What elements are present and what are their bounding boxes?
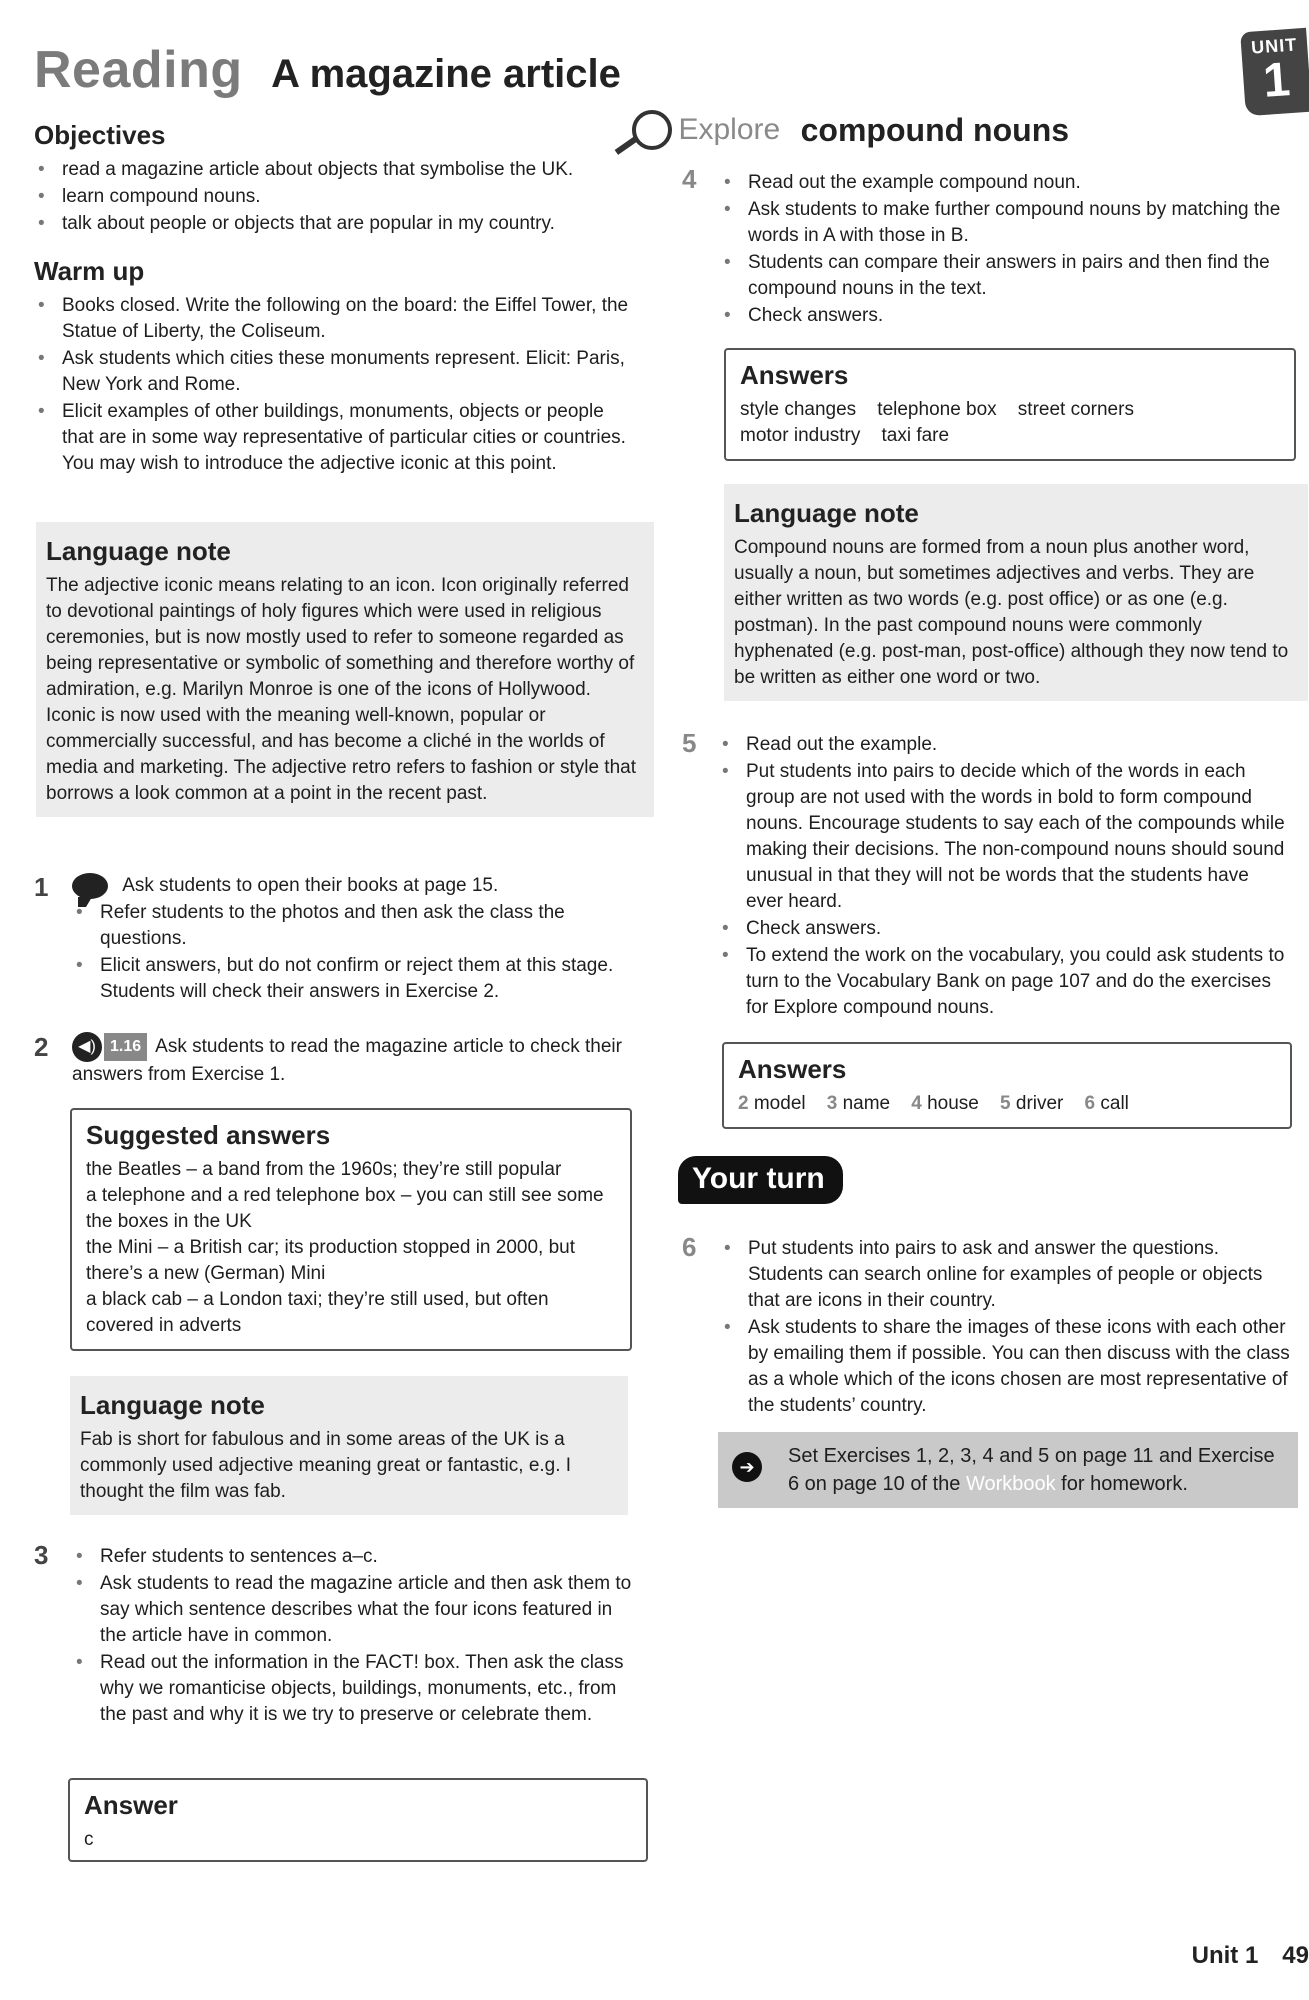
exercise-4 (720, 170, 1290, 330)
unit-tab-label: UNIT (1250, 34, 1298, 58)
page-subtitle: A magazine article (271, 52, 621, 96)
answer-line: style changes telephone box street corners (740, 399, 1134, 420)
exercise-3 (72, 1544, 632, 1729)
exercise-item: • Check answers. (720, 303, 1290, 329)
warmup-item: • Elicit examples of other buildings, monuments, objects or people that are in some way representative of particular cities or countries. You may wish to introduce the adjective iconic at this point. (34, 399, 634, 477)
note-text: Fab is short for fabulous and in some areas of the UK is a commonly used adjective meaning great or fantastic, e.g. I thought the film was fab. (80, 1429, 572, 1502)
note-heading: Language note (80, 1390, 265, 1420)
exercise-lead: Ask students to read the magazine article to check their answers from Exercise 1. (72, 1036, 622, 1085)
exercise-item: • Refer students to sentences a–c. (72, 1544, 632, 1570)
page-title (34, 40, 621, 100)
answer-number: 6 (1084, 1093, 1096, 1114)
answer-line: the Beatles – a band from the 1960s; they’re still popular (86, 1159, 562, 1180)
objective-item: • learn compound nouns. (34, 184, 634, 210)
answer-number: 5 (1000, 1093, 1011, 1114)
answer-number: 3 (826, 1093, 838, 1114)
box-heading: Answer (84, 1790, 178, 1820)
answer-line: the Mini – a British car; its production stopped in 2000, but there’s a new (German) Mini (86, 1237, 575, 1284)
warmup-item: • Ask students which cities these monuments represent. Elicit: Paris, New York and Rome. (34, 346, 634, 398)
magnifier-icon (632, 110, 672, 150)
objectives-section (34, 120, 634, 238)
workbook-label: Workbook (965, 1473, 1056, 1495)
exercise-item: • Refer students to the photos and then ask the class the questions. (72, 900, 632, 952)
section-title: Reading (34, 41, 243, 99)
answer-word: driver (1015, 1093, 1064, 1114)
box-heading: Suggested answers (86, 1120, 331, 1150)
exercise-item: • Check answers. (718, 916, 1290, 942)
your-turn-badge: Your turn (678, 1156, 843, 1204)
exercise-item: • Read out the information in the FACT! box. Then ask the class why we romanticise objects, buildings, monuments, etc., from the past and why it is we try to preserve or celebrate them. (72, 1650, 632, 1728)
exercise-6 (720, 1236, 1290, 1420)
objective-item: • talk about people or objects that are popular in my country. (34, 211, 634, 237)
exercise-item: • Put students into pairs to ask and answer the questions. Students can search online for examples of people or objects that are icons in their country. (720, 1236, 1290, 1314)
answer-text: c (84, 1829, 94, 1850)
exercise-number: 6 (682, 1232, 697, 1262)
exercise-number: 3 (34, 1540, 49, 1570)
answers-box-4 (724, 348, 1296, 461)
note-heading: Language note (734, 498, 919, 528)
exercise-5 (718, 732, 1290, 1022)
language-note-fab (70, 1376, 628, 1515)
answer-word: name (842, 1093, 891, 1114)
exercise-item: • Students can compare their answers in pairs and then find the compound nouns in the text. (720, 250, 1290, 302)
answer-line: motor industry taxi fare (740, 425, 950, 446)
note-text: Compound nouns are formed from a noun plus another word, usually a noun, but sometimes adjectives and verbs. They are either written as two words (e.g. post office) or as one (e.g. postman). In the past compound nouns were commonly hyphenated (e.g. post-man, post-office) although they now tend to be written as either one word or two. (734, 537, 1289, 688)
objective-item: • read a magazine article about objects that symbolise the UK. (34, 157, 634, 183)
homework-text-end: for homework. (1061, 1473, 1188, 1495)
audio-icon (72, 1032, 147, 1062)
language-note-compound (724, 484, 1308, 701)
arrow-right-icon: ➔ (732, 1452, 762, 1482)
exercise-number: 5 (682, 728, 697, 758)
answer-number: 4 (911, 1093, 922, 1114)
suggested-answers-box (70, 1108, 632, 1351)
footer-unit: Unit 1 (1191, 1942, 1259, 1969)
note-text: The adjective iconic means relating to an icon. Icon originally referred to devotional paintings of holy figures which were used in religious ceremonies, but is now mostly used to refer to someone regarded as being representative or symbolic of something and therefore worthy of admiration, e.g. Marilyn Monroe is one of the icons of Hollywood. Iconic is now used with the meaning well-known, popular or commercially successful, and has become a cliché in the worlds of media and marketing. The adjective retro refers to fashion or style that borrows a look common at a point in the recent past. (46, 575, 637, 804)
exercise-item: • Read out the example. (718, 732, 1290, 758)
page-footer (1192, 1942, 1309, 1970)
answer-box (68, 1778, 648, 1862)
explore-topic: compound nouns (800, 111, 1070, 148)
answers-box-5 (722, 1042, 1292, 1129)
exercise-item: • Ask students to read the magazine article and then ask them to say which sentence describes what the four icons featured in the article have in common. (72, 1571, 632, 1649)
audio-track-number: 1.16 (104, 1033, 147, 1061)
warmup-heading: Warm up (34, 256, 145, 286)
explore-word: Explore (678, 113, 781, 146)
exercise-number: 1 (34, 872, 49, 902)
box-heading: Answers (740, 360, 849, 390)
exercise-item: • Ask students to make further compound nouns by matching the words in A with those in B. (720, 197, 1290, 249)
exercise-item: • Ask students to share the images of these icons with each other by emailing them if possible. You can then discuss with the class as a whole which of the icons chosen are most representative of the students’ country. (720, 1315, 1290, 1419)
language-note-iconic (36, 522, 654, 817)
exercise-item: • Read out the example compound noun. (720, 170, 1290, 196)
page-number: 49 (1282, 1942, 1309, 1969)
homework-box (718, 1432, 1298, 1508)
exercise-item: • Put students into pairs to decide which of the words in each group are not used with the words in bold to form compound nouns. Encourage students to say each of the compounds while making their decisions. The non-compound nouns should sound unusual in that they will not be words that the students have ever heard. (718, 759, 1290, 915)
unit-tab (1240, 28, 1309, 116)
exercise-number: 2 (34, 1032, 49, 1062)
box-heading: Answers (738, 1054, 847, 1084)
note-heading: Language note (46, 536, 231, 566)
answer-number: 2 (738, 1093, 749, 1114)
objectives-heading: Objectives (34, 120, 166, 150)
explore-heading (632, 110, 1069, 150)
answer-word: call (1100, 1093, 1129, 1114)
exercise-item: • To extend the work on the vocabulary, you could ask students to turn to the Vocabulary Bank on page 107 and do the exercises for Explore compound nouns. (718, 943, 1290, 1021)
answer-word: model (753, 1093, 806, 1114)
warmup-item: • Books closed. Write the following on the board: the Eiffel Tower, the Statue of Liberty, the Coliseum. (34, 293, 634, 345)
answer-line: a black cab – a London taxi; they’re still used, but often covered in adverts (86, 1289, 549, 1336)
unit-tab-number: 1 (1261, 53, 1292, 108)
exercise-2 (72, 1032, 632, 1088)
homework-text: Set Exercises 1, 2, 3, 4 and 5 on page 11 and Exercise 6 on page 10 of the (788, 1445, 1275, 1495)
exercise-item: • Elicit answers, but do not confirm or reject them at this stage. Students will check their answers in Exercise 2. (72, 953, 632, 1005)
answer-line: a telephone and a red telephone box – you can still see some the boxes in the UK (86, 1185, 604, 1232)
speaker-icon: ◀) (72, 1032, 102, 1062)
exercise-number: 4 (682, 164, 697, 194)
warmup-section (34, 256, 634, 478)
exercise-1 (72, 872, 632, 1006)
answer-word: house (927, 1093, 979, 1114)
exercise-lead: Ask students to open their books at page 15. (122, 875, 499, 896)
speech-bubble-icon (72, 873, 108, 899)
